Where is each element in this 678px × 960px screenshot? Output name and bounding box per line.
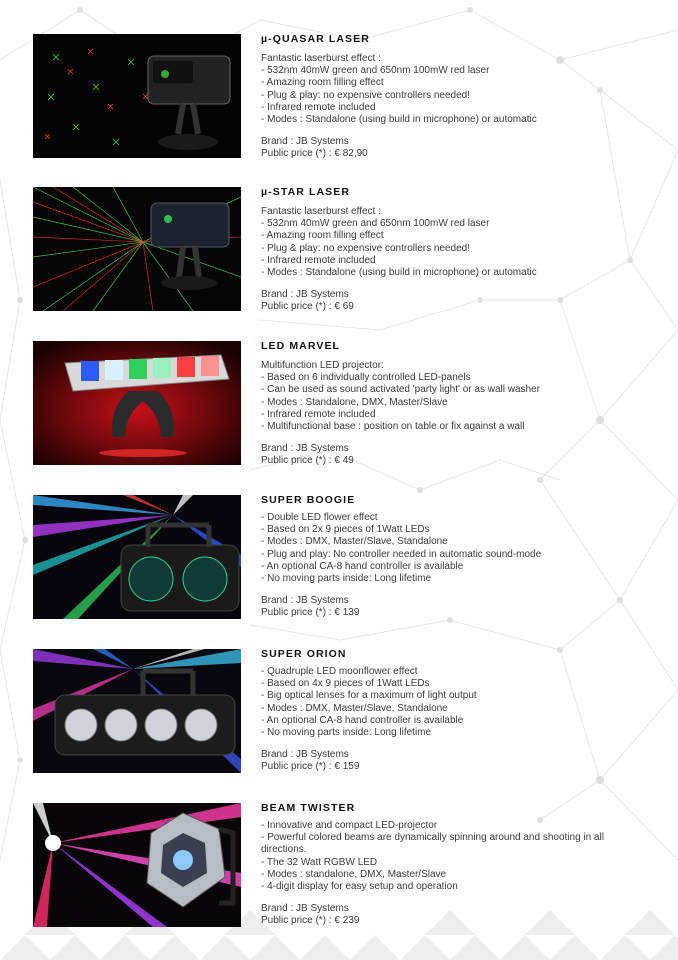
feature-item: - The 32 Watt RGBW LED <box>261 856 378 868</box>
product-title: µ-STAR LASER <box>261 186 351 198</box>
feature-item: - Double LED flower effect <box>261 512 378 523</box>
feature-item: - Modes : Standalone (using build in microphone) or automatic <box>261 114 537 126</box>
product-title: LED MARVEL <box>261 340 341 352</box>
product-quasar-laser <box>33 34 643 158</box>
feature-list <box>261 512 643 585</box>
feature-item: - Amazing room filling effect <box>261 77 384 89</box>
product-price: Public price (*) : € 159 <box>261 761 360 773</box>
feature-item: - Modes : Standalone (using build in microphone) or automatic <box>261 267 537 279</box>
product-super-boogie <box>33 495 643 619</box>
product-brand: Brand : JB Systems <box>261 903 349 915</box>
feature-item: - Infrared remote included <box>261 408 376 420</box>
feature-item: - Plug & play: no expensive controllers needed! <box>261 89 471 101</box>
feature-item: - Plug and play: No controller needed in automatic sound-mode <box>261 548 542 560</box>
feature-item: - Based on 2x 9 pieces of 1Watt LEDs <box>261 524 430 536</box>
feature-item: - Modes : Standalone, DMX, Master/Slave <box>261 396 448 408</box>
feature-list <box>261 65 643 126</box>
product-title: SUPER ORION <box>261 648 347 660</box>
product-title: BEAM TWISTER <box>261 802 356 814</box>
feature-list <box>261 372 643 433</box>
feature-item: - Based on 4x 9 pieces of 1Watt LEDs <box>261 678 430 690</box>
product-brand: Brand : JB Systems <box>261 136 349 148</box>
feature-item: - Big optical lenses for a maximum of light output <box>261 690 477 702</box>
product-brand: Brand : JB Systems <box>261 595 349 607</box>
product-beam-twister <box>33 803 643 927</box>
feature-item: - An optional CA-8 hand controller is available <box>261 714 464 726</box>
feature-item: - Modes : standalone, DMX, Master/Slave <box>261 868 447 880</box>
product-led-marvel <box>33 341 643 465</box>
product-photo-led-marvel <box>33 341 241 465</box>
product-brand: Brand : JB Systems <box>261 289 349 301</box>
feature-item: - Can be used as sound activated 'party light' or as wall washer <box>261 384 540 396</box>
product-description: Multifunction LED projector: <box>261 360 384 371</box>
feature-item: - No moving parts inside: Long lifetime <box>261 727 432 739</box>
product-photo-quasar-laser <box>33 34 241 158</box>
product-brand: Brand : JB Systems <box>261 749 349 761</box>
product-title: µ-QUASAR LASER <box>261 33 370 45</box>
feature-item: - 532nm 40mW green and 650nm 100mW red laser <box>261 218 490 230</box>
feature-list <box>261 820 643 893</box>
product-brand: Brand : JB Systems <box>261 443 349 455</box>
product-price: Public price (*) : € 69 <box>261 301 354 313</box>
product-price: Public price (*) : € 49 <box>261 455 354 467</box>
product-description: Fantastic laserburst effect : <box>261 206 381 217</box>
feature-list <box>261 666 643 739</box>
feature-item: - Modes : DMX, Master/Slave, Standalone <box>261 702 448 714</box>
feature-item: - Multifunctional base : position on table or fix against a wall <box>261 421 525 433</box>
feature-item: - Infrared remote included <box>261 254 376 266</box>
feature-item: - 532nm 40mW green and 650nm 100mW red laser <box>261 65 490 77</box>
product-photo-beam-twister <box>33 803 241 927</box>
product-title: SUPER BOOGIE <box>261 494 356 506</box>
product-price: Public price (*) : € 139 <box>261 607 360 619</box>
product-photo-super-boogie <box>33 495 241 619</box>
product-price: Public price (*) : € 82,90 <box>261 148 368 160</box>
product-photo-star-laser <box>33 187 241 311</box>
feature-item: - No moving parts inside: Long lifetime <box>261 573 432 585</box>
feature-item: - Powerful colored beams are dynamically spinning around and shooting in all directions. <box>261 832 604 856</box>
product-price: Public price (*) : € 239 <box>261 915 360 927</box>
product-star-laser <box>33 187 643 311</box>
product-description: Fantastic laserburst effect : <box>261 53 381 64</box>
feature-item: - Plug & play: no expensive controllers needed! <box>261 242 471 254</box>
product-photo-super-orion <box>33 649 241 773</box>
feature-item: - An optional CA-8 hand controller is available <box>261 560 464 572</box>
feature-item: - Innovative and compact LED-projector <box>261 820 438 831</box>
feature-item: - Quadruple LED moonflower effect <box>261 666 418 677</box>
product-super-orion <box>33 649 643 773</box>
feature-item: - Based on 6 individually controlled LED-panels <box>261 372 471 384</box>
feature-item: - Infrared remote included <box>261 101 376 113</box>
feature-item: - 4-digit display for easy setup and operation <box>261 881 458 893</box>
feature-item: - Amazing room filling effect <box>261 230 384 242</box>
feature-item: - Modes : DMX, Master/Slave, Standalone <box>261 536 448 548</box>
feature-list <box>261 218 643 279</box>
